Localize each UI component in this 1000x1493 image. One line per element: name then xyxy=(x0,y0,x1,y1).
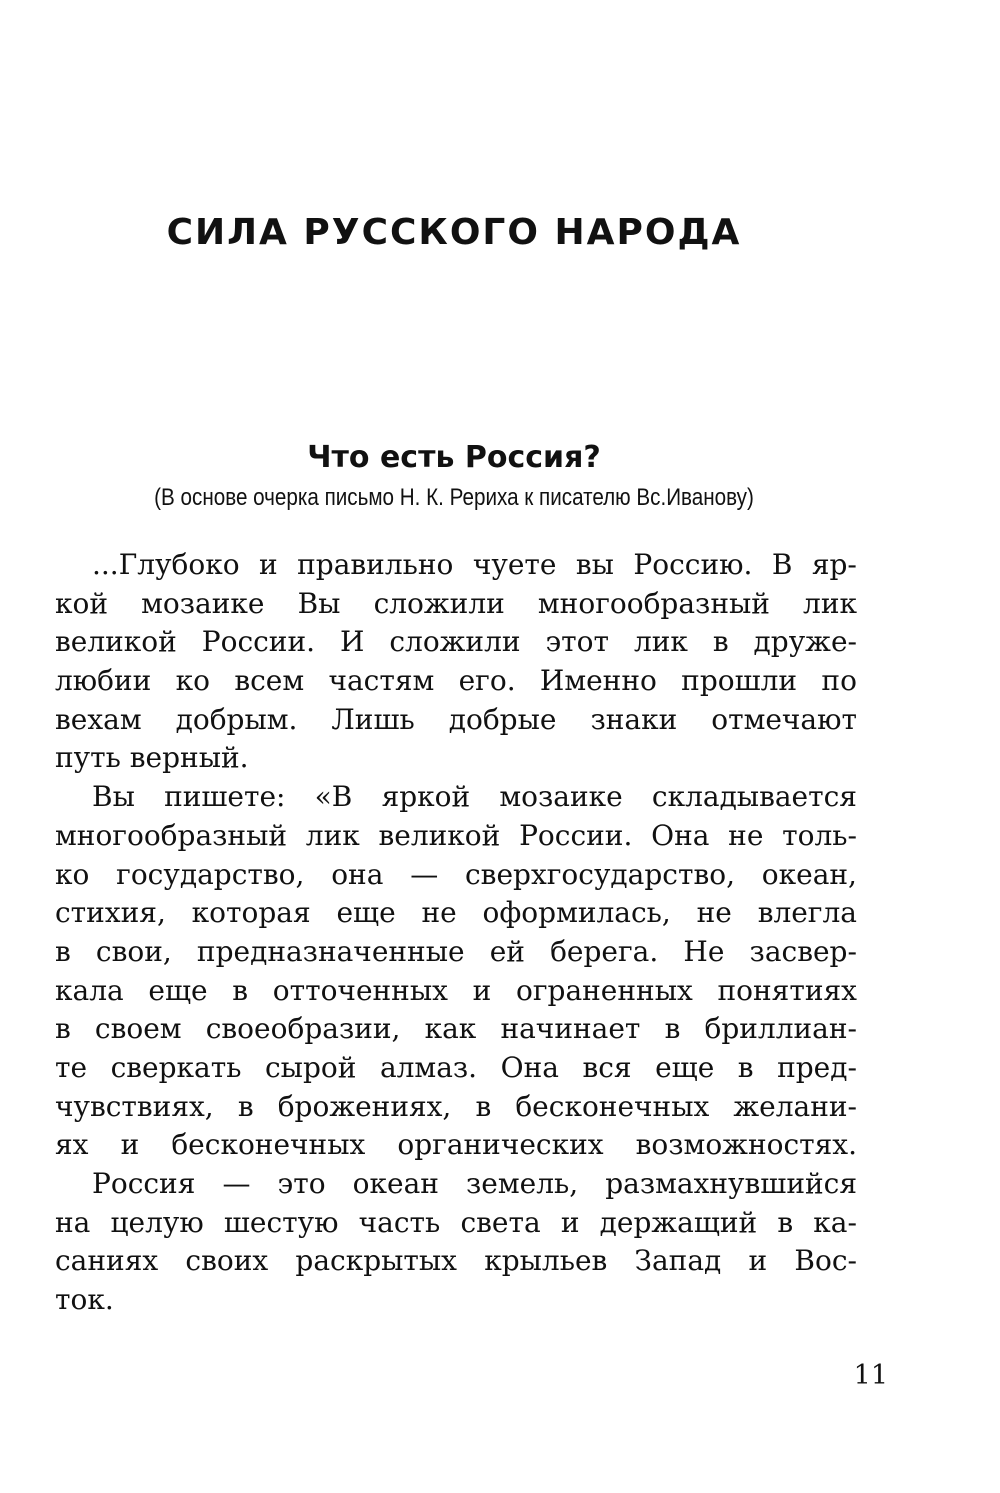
text-line: саниях своих раскрытых крыльев Запад и Вос- xyxy=(55,1244,857,1278)
text-line: любии ко всем частям его. Именно прошли по xyxy=(55,664,857,698)
text-line: в своем своеобразии, как начинает в бриллиан- xyxy=(55,1012,857,1046)
text-line: вехам добрым. Лишь добрые знаки отмечают xyxy=(55,702,857,736)
article-subtitle: (В основе очерка письмо Н. К. Рериха к писателю Вс.Иванову) xyxy=(154,484,754,511)
text-line: на целую шестую часть света и держащий в ка- xyxy=(55,1205,857,1239)
text-line: кой мозаике Вы сложили многообразный лик xyxy=(55,586,857,620)
text-line: ...Глубоко и правильно чуете вы Россию. В яр- xyxy=(92,548,857,581)
text-line: ток. xyxy=(55,1283,114,1317)
article-body xyxy=(55,546,857,1320)
text-line: ко государство, она — сверхгосударство, океан, xyxy=(55,857,857,891)
text-line: многообразный лик великой России. Она не толь- xyxy=(55,818,857,852)
page-number: 11 xyxy=(853,1360,888,1391)
article-title: Что есть Россия? xyxy=(307,440,601,475)
text-line: кала еще в отточенных и ограненных понятиях xyxy=(55,973,857,1007)
text-line: Россия — это океан земель, размахнувшийся xyxy=(92,1167,857,1200)
text-line: стихия, которая еще не оформилась, не влегла xyxy=(55,896,857,930)
section-title: СИЛА РУССКОГО НАРОДА xyxy=(166,212,742,253)
text-line: путь верный. xyxy=(55,741,249,775)
text-line: Вы пишете: «В яркой мозаике складывается xyxy=(92,780,857,814)
text-line: великой России. И сложили этот лик в друже- xyxy=(55,625,857,659)
text-line: те сверкать сырой алмаз. Она вся еще в пред- xyxy=(55,1050,857,1084)
text-line: ях и бесконечных органических возможностях. xyxy=(55,1128,857,1162)
text-line: чувствиях, в брожениях, в бесконечных желани- xyxy=(55,1089,857,1123)
text-line: в свои, предназначенные ей берега. Не засвер- xyxy=(55,934,857,968)
